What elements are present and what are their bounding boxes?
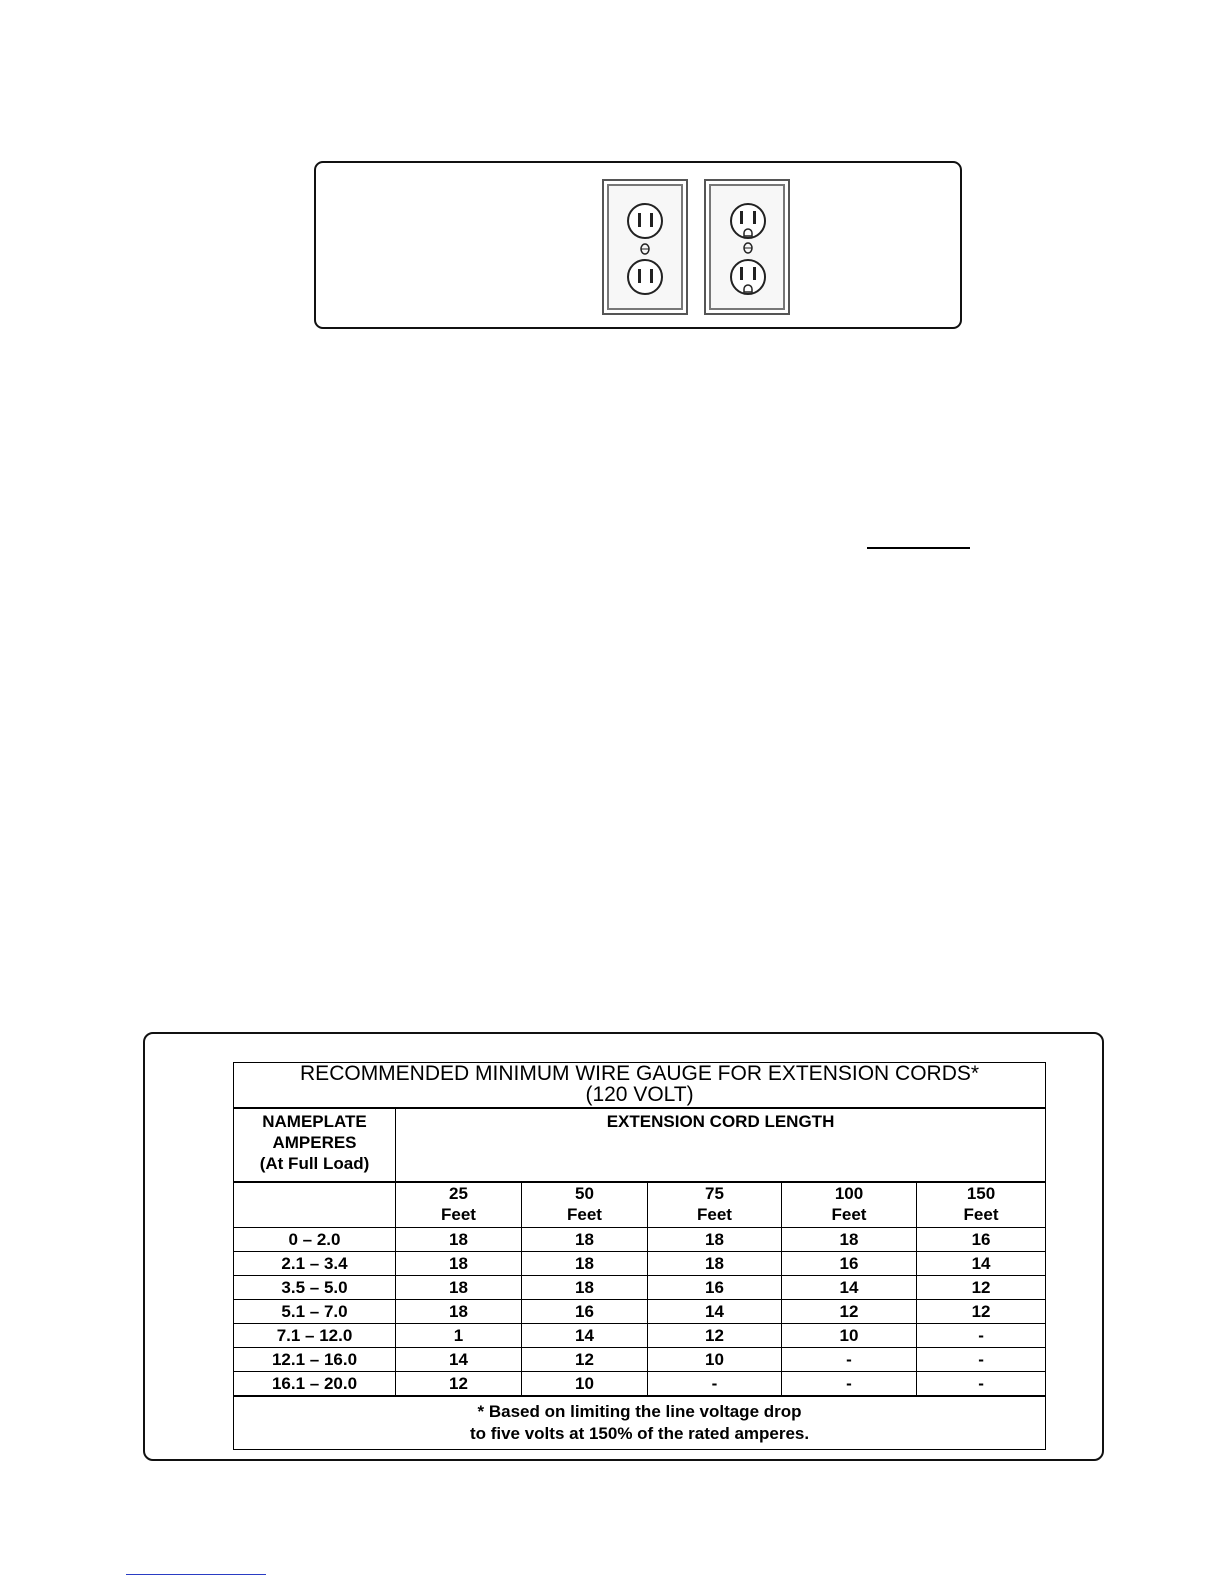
gauge-cell: 12 bbox=[522, 1348, 648, 1372]
outlet-figure-box bbox=[314, 161, 962, 329]
length-col-75 bbox=[648, 1182, 782, 1228]
length-unit: Feet bbox=[697, 1205, 732, 1224]
table-row bbox=[234, 1324, 1046, 1348]
gauge-cell: - bbox=[782, 1372, 917, 1397]
two-prong-duplex-outlet-icon bbox=[602, 179, 688, 315]
length-col-100 bbox=[782, 1182, 917, 1228]
gauge-cell: - bbox=[917, 1372, 1046, 1397]
gauge-cell: 12 bbox=[396, 1372, 522, 1397]
gauge-cell: 10 bbox=[782, 1324, 917, 1348]
length-unit: Feet bbox=[963, 1205, 999, 1224]
length-value: 75 bbox=[705, 1184, 724, 1203]
length-col-150 bbox=[917, 1182, 1046, 1228]
amps-cell: 0 – 2.0 bbox=[234, 1228, 396, 1252]
table-row bbox=[234, 1228, 1046, 1252]
length-unit: Feet bbox=[441, 1205, 476, 1224]
table-row bbox=[234, 1372, 1046, 1397]
length-blank-cell bbox=[234, 1182, 396, 1228]
gauge-cell: 18 bbox=[522, 1228, 648, 1252]
length-value: 25 bbox=[449, 1184, 468, 1203]
gauge-cell: 14 bbox=[396, 1348, 522, 1372]
length-unit: Feet bbox=[831, 1205, 867, 1224]
table-row bbox=[234, 1252, 1046, 1276]
wire-gauge-table bbox=[233, 1062, 1046, 1450]
amps-cell: 3.5 – 5.0 bbox=[234, 1276, 396, 1300]
gauge-cell: 18 bbox=[522, 1252, 648, 1276]
gauge-cell: 14 bbox=[522, 1324, 648, 1348]
amps-cell: 5.1 – 7.0 bbox=[234, 1300, 396, 1324]
table-title-line1: RECOMMENDED MINIMUM WIRE GAUGE FOR EXTENSION CORDS* bbox=[300, 1062, 980, 1085]
gauge-cell: 16 bbox=[917, 1228, 1046, 1252]
table-row bbox=[234, 1300, 1046, 1324]
gauge-cell: 18 bbox=[396, 1276, 522, 1300]
table-title-line2: (120 VOLT) bbox=[585, 1083, 694, 1106]
gauge-cell: - bbox=[782, 1348, 917, 1372]
length-unit: Feet bbox=[567, 1205, 602, 1224]
wire-gauge-panel bbox=[143, 1032, 1104, 1461]
length-header: EXTENSION CORD LENGTH bbox=[396, 1108, 1046, 1182]
gauge-cell: 18 bbox=[396, 1228, 522, 1252]
gauge-cell: 18 bbox=[648, 1252, 782, 1276]
gauge-cell: 16 bbox=[782, 1252, 917, 1276]
length-col-25 bbox=[396, 1182, 522, 1228]
gauge-cell: 10 bbox=[648, 1348, 782, 1372]
table-title bbox=[234, 1063, 1046, 1109]
gauge-cell: 18 bbox=[396, 1252, 522, 1276]
grounded-duplex-outlet-icon bbox=[704, 179, 790, 315]
bottom-link-rule bbox=[126, 1574, 266, 1575]
gauge-cell: - bbox=[648, 1372, 782, 1397]
length-value: 100 bbox=[834, 1184, 864, 1203]
gauge-cell: 16 bbox=[522, 1300, 648, 1324]
amps-cell: 16.1 – 20.0 bbox=[234, 1372, 396, 1397]
gauge-cell: 12 bbox=[917, 1300, 1046, 1324]
length-col-50 bbox=[522, 1182, 648, 1228]
amperes-header-line3: (At Full Load) bbox=[259, 1154, 370, 1173]
gauge-cell: 14 bbox=[917, 1252, 1046, 1276]
table-footnote bbox=[234, 1396, 1046, 1450]
gauge-cell: 10 bbox=[522, 1372, 648, 1397]
table-row bbox=[234, 1348, 1046, 1372]
amperes-header-line2: AMPERES bbox=[272, 1133, 357, 1152]
gauge-cell: 14 bbox=[782, 1276, 917, 1300]
gauge-cell: 14 bbox=[648, 1300, 782, 1324]
amperes-header-line1: NAMEPLATE bbox=[262, 1112, 367, 1131]
gauge-cell: 18 bbox=[782, 1228, 917, 1252]
gauge-cell: 18 bbox=[648, 1228, 782, 1252]
gauge-cell: 12 bbox=[917, 1276, 1046, 1300]
gauge-cell: 18 bbox=[522, 1276, 648, 1300]
gauge-cell: 16 bbox=[648, 1276, 782, 1300]
gauge-cell: 1 bbox=[396, 1324, 522, 1348]
length-value: 50 bbox=[575, 1184, 594, 1203]
amps-cell: 7.1 – 12.0 bbox=[234, 1324, 396, 1348]
underline-rule bbox=[867, 547, 970, 549]
amperes-header bbox=[234, 1108, 396, 1182]
table-row bbox=[234, 1276, 1046, 1300]
gauge-cell: - bbox=[917, 1348, 1046, 1372]
gauge-cell: 18 bbox=[396, 1300, 522, 1324]
amps-cell: 12.1 – 16.0 bbox=[234, 1348, 396, 1372]
length-value: 150 bbox=[966, 1184, 996, 1203]
amps-cell: 2.1 – 3.4 bbox=[234, 1252, 396, 1276]
footnote-line2: to five volts at 150% of the rated amperes. bbox=[469, 1424, 810, 1443]
gauge-cell: - bbox=[917, 1324, 1046, 1348]
footnote-line1: * Based on limiting the line voltage drop bbox=[477, 1402, 802, 1421]
gauge-cell: 12 bbox=[782, 1300, 917, 1324]
gauge-cell: 12 bbox=[648, 1324, 782, 1348]
